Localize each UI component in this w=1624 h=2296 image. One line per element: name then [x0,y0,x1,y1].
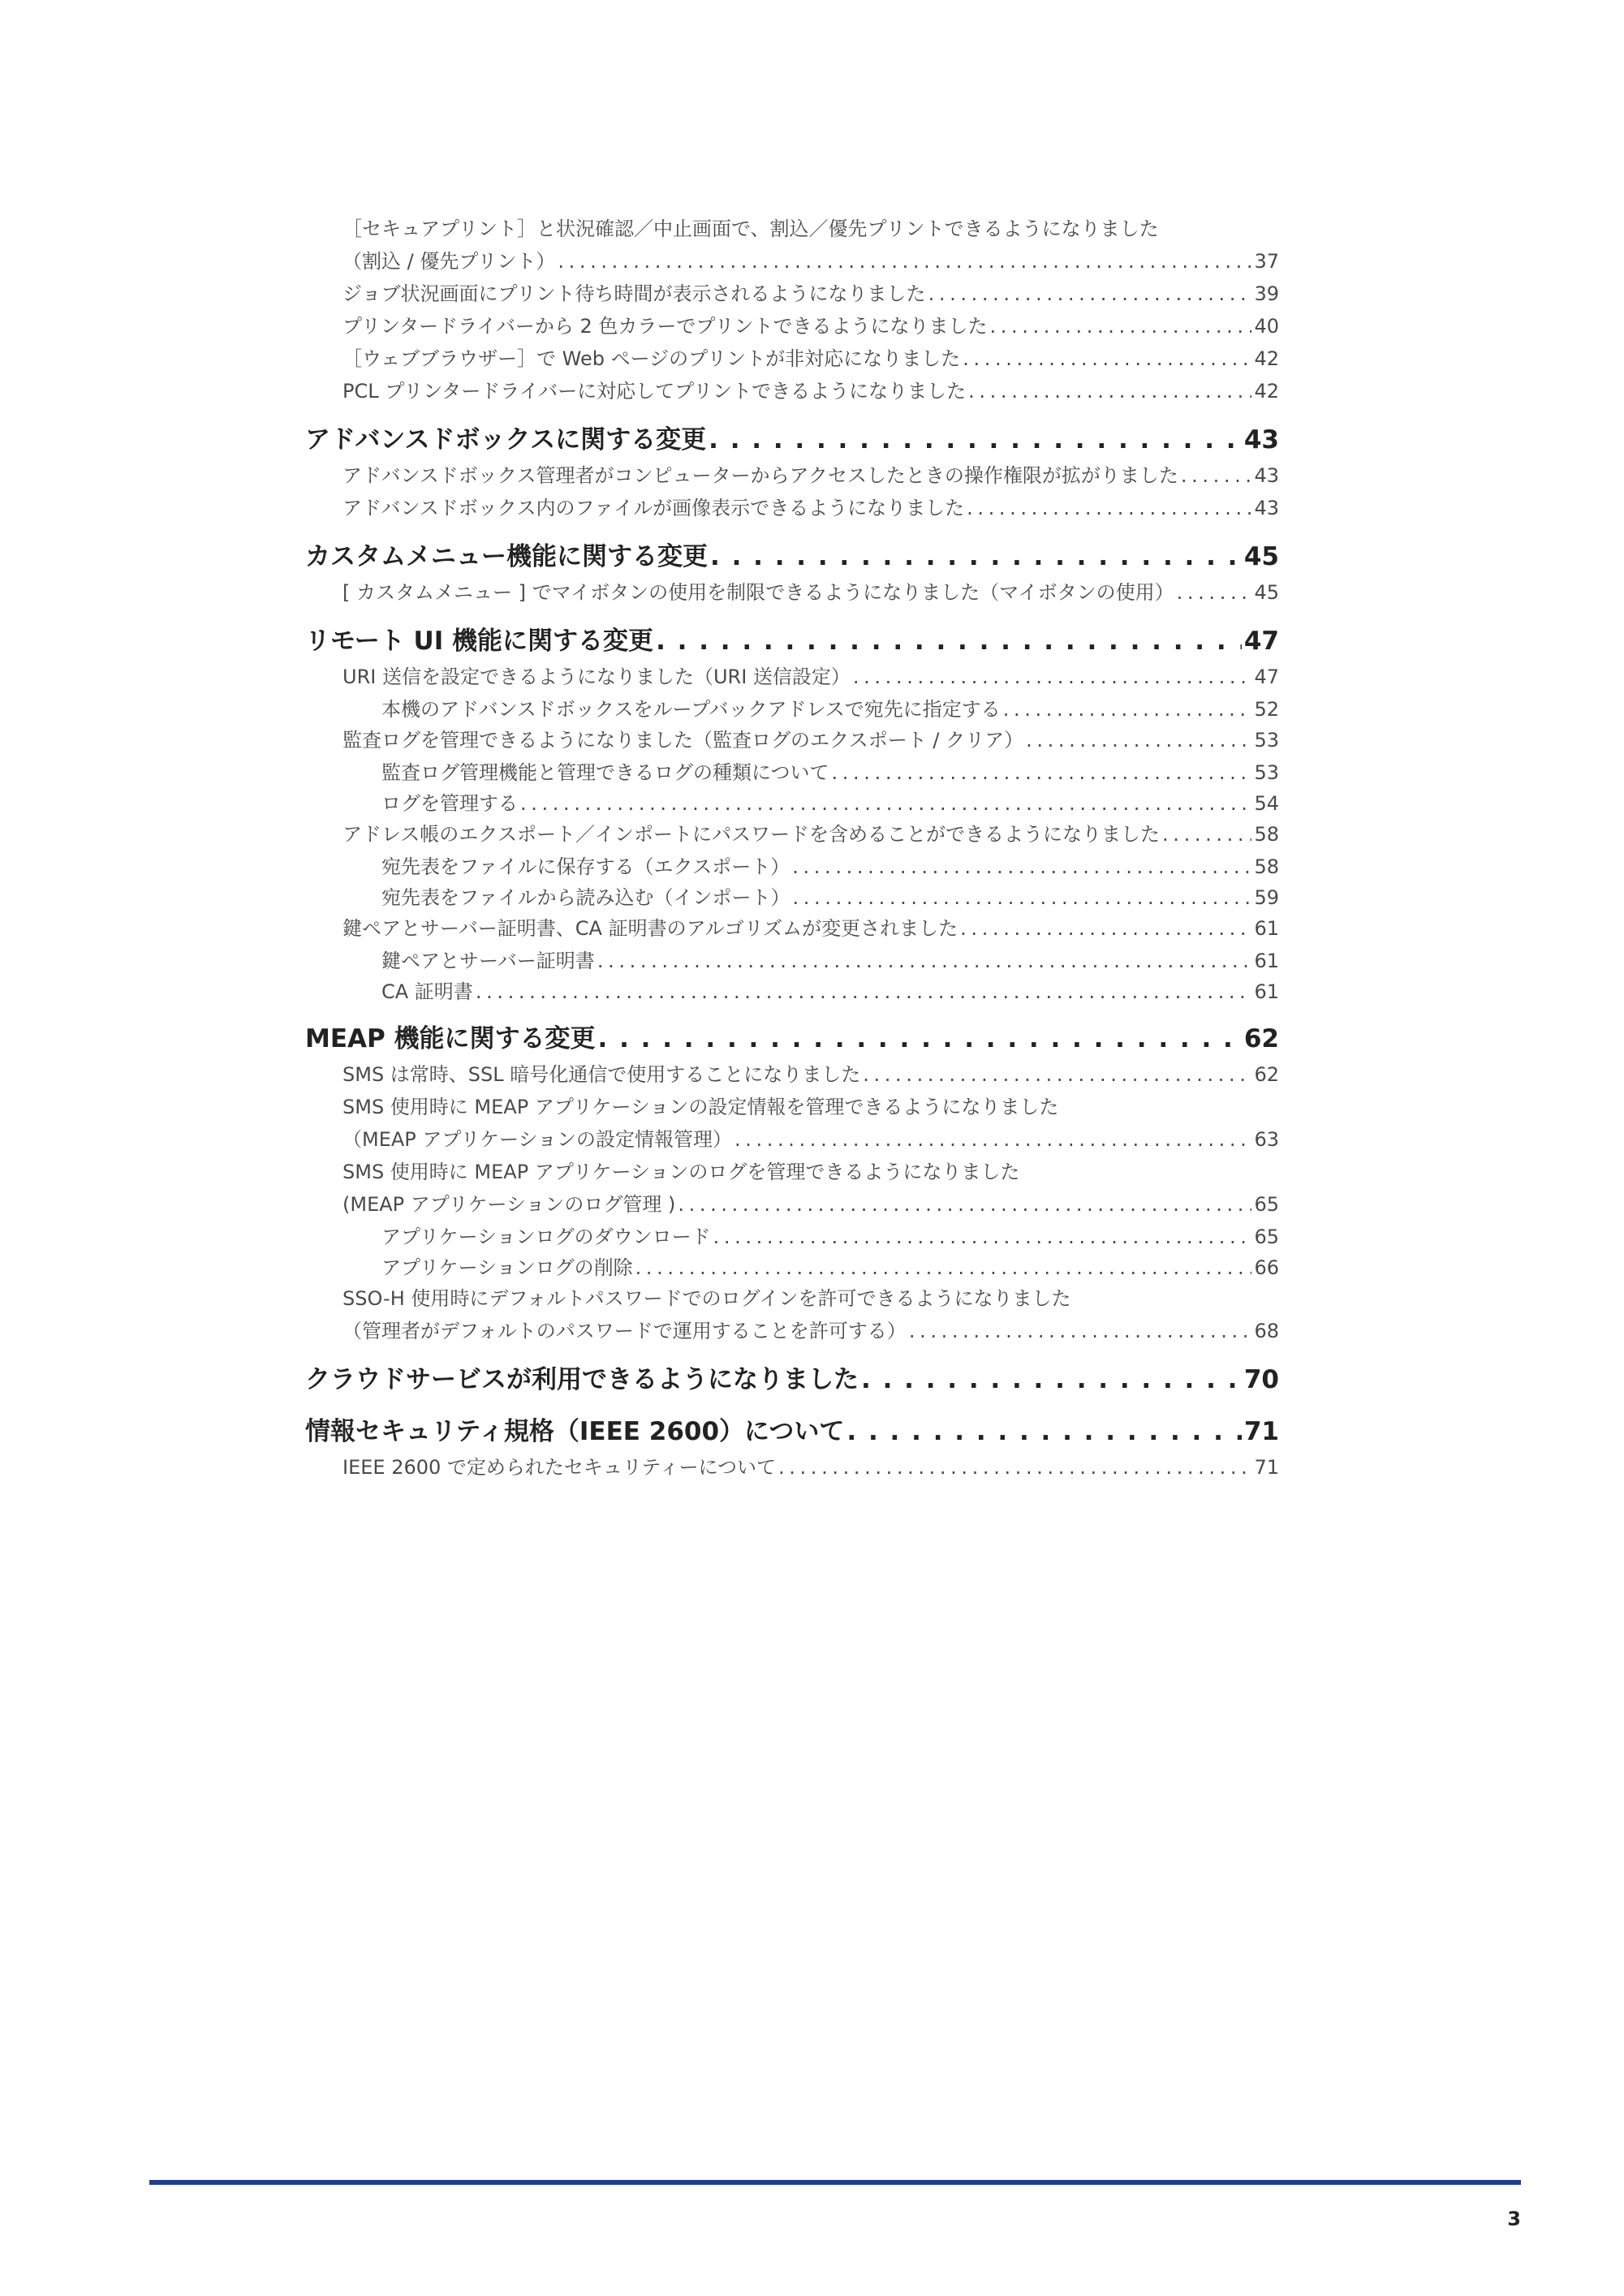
dot-leader [968,380,1251,403]
toc-page-number: 47 [1254,666,1279,688]
toc-entry-title: 監査ログ管理機能と管理できるログの種類について [381,761,829,784]
dot-leader [678,1193,1251,1216]
toc-page-number: 43 [1243,425,1279,454]
dot-leader [792,855,1251,878]
toc-page-number: 66 [1254,1256,1279,1279]
toc-entry[interactable] [305,818,1279,851]
toc-page-number: 61 [1254,950,1279,972]
toc-entry-title: SMS 使用時に MEAP アプリケーションの設定情報を管理できるようになりました [342,1096,1059,1118]
dot-leader [709,425,1242,454]
toc-entry[interactable] [305,1091,1279,1123]
toc-entry-title: アプリケーションログのダウンロード [381,1226,711,1248]
toc-page-number: 37 [1254,250,1279,273]
dot-leader [734,1128,1251,1151]
dot-leader [909,1320,1252,1342]
toc-subentry[interactable] [305,787,1279,818]
dot-leader [1177,581,1252,604]
toc-entry-title: ジョブ状況画面にプリント待ち時間が表示されるようになりました [342,282,926,305]
toc-page-number: 62 [1243,1024,1279,1053]
toc-page-number: 59 [1254,886,1279,909]
toc-entry[interactable] [305,459,1279,492]
toc-subentry[interactable] [305,1251,1279,1282]
dot-leader [928,282,1252,305]
toc-page-number: 43 [1254,464,1279,487]
toc-section-heading[interactable] [305,1018,1279,1058]
toc-entry-title: SMS 使用時に MEAP アプリケーションのログを管理できるようになりました [342,1161,1020,1183]
toc-entry[interactable] [305,310,1279,342]
toc-page-number: 65 [1254,1193,1279,1216]
toc-entry-title: クラウドサービスが利用できるようになりました [305,1365,859,1394]
toc-page-number: 42 [1254,380,1279,403]
toc-page-number: 54 [1254,792,1279,815]
toc-entry[interactable] [305,912,1279,945]
dot-leader [710,542,1242,571]
toc-entry[interactable] [305,278,1279,310]
toc-entry-title: 本機のアドバンスドボックスをループバックアドレスで宛先に指定する [381,698,1001,721]
toc-entry-title: 鍵ペアとサーバー証明書、CA 証明書のアルゴリズムが変更されました [342,917,958,940]
toc-page-number: 71 [1243,1417,1279,1446]
dot-leader [967,497,1251,519]
toc-page-number: 53 [1254,729,1279,752]
dot-leader [863,1063,1251,1086]
toc-entry-title: アドレス帳のエクスポート／インポートにパスワードを含めることができるようになりました [342,823,1161,846]
dot-leader [846,1417,1241,1446]
toc-entry[interactable] [305,1123,1279,1156]
toc-entry[interactable] [305,1282,1279,1315]
toc-entry[interactable] [305,724,1279,756]
toc-page-number: 58 [1254,823,1279,846]
dot-leader [778,1456,1251,1479]
toc-page-number: 45 [1254,581,1279,604]
toc-page-number: 47 [1243,627,1279,656]
dot-leader [853,666,1252,688]
toc-entry-title: SMS は常時、SSL 暗号化通信で使用することになりました [342,1063,861,1086]
dot-leader [635,1256,1252,1279]
dot-leader [1003,698,1252,721]
toc-subentry[interactable] [305,756,1279,787]
footer-rule [149,2180,1521,2185]
toc-subentry[interactable] [305,976,1279,1006]
toc-subentry[interactable] [305,945,1279,976]
dot-leader [1026,729,1251,752]
toc-entry-title: 宛先表をファイルから読み込む（インポート） [381,886,790,909]
toc-entry[interactable] [305,1451,1279,1484]
toc-entry[interactable] [305,492,1279,524]
toc-entry-title: (MEAP アプリケーションのログ管理 ) [342,1193,676,1216]
dot-leader [861,1365,1242,1394]
toc-entry-title: （割込 / 優先プリント） [342,250,556,273]
dot-leader [558,250,1251,273]
toc-entry[interactable] [305,375,1279,407]
toc-entry[interactable] [305,1315,1279,1347]
dot-leader [832,761,1252,784]
toc-entry-title: ［セキュアプリント］と状況確認／中止画面で、割込／優先プリントできるようになりました [342,218,1159,240]
toc-entry-title: SSO-H 使用時にデフォルトパスワードでのログインを許可できるようになりました [342,1287,1071,1310]
toc-page-number: 58 [1254,855,1279,878]
toc-page-number: 53 [1254,761,1279,784]
toc-entry-title: 監査ログを管理できるようになりました（監査ログのエクスポート / クリア） [342,729,1024,752]
toc-entry-title: （管理者がデフォルトのパスワードで運用することを許可する） [342,1320,907,1342]
toc-entry-title: アドバンスドボックスに関する変更 [305,425,707,454]
toc-entry-title: アドバンスドボックス管理者がコンピューターからアクセスしたときの操作権限が拡がりました [342,464,1178,487]
toc-page-number: 39 [1254,282,1279,305]
toc-entry-title: （MEAP アプリケーションの設定情報管理） [342,1128,732,1151]
dot-leader [656,627,1242,656]
toc-page-number: 68 [1254,1320,1279,1342]
toc-entry-title: 情報セキュリティ規格（IEEE 2600）について [305,1417,845,1446]
toc-entry-title: アプリケーションログの削除 [381,1256,633,1279]
toc-entry-title: カスタムメニュー機能に関する変更 [305,542,708,571]
toc-entry[interactable] [305,245,1279,278]
dot-leader [713,1226,1252,1248]
toc-entry[interactable] [305,1058,1279,1091]
toc-entry-title: ［ウェブブラウザー］で Web ページのプリントが非対応になりました [342,347,961,370]
toc-entry-title: プリンタードライバーから 2 色カラーでプリントできるようになりました [342,315,988,338]
toc-page-number: 61 [1254,917,1279,940]
toc-entry-title: リモート UI 機能に関する変更 [305,627,654,656]
toc-section-heading[interactable] [305,1411,1279,1451]
toc-section-heading[interactable] [305,620,1279,661]
toc-entry-title: 鍵ペアとサーバー証明書 [381,950,595,972]
toc-entry-title: アドバンスドボックス内のファイルが画像表示できるようになりました [342,497,965,519]
toc-page-number: 45 [1243,542,1279,571]
toc-page-number: 70 [1243,1365,1279,1394]
dot-leader [1181,464,1252,487]
toc-entry-title: PCL プリンタードライバーに対応してプリントできるようになりました [342,380,967,403]
toc-entry-title: ログを管理する [381,792,518,815]
page-number: 3 [1507,2208,1521,2230]
toc-entry-title: MEAP 機能に関する変更 [305,1024,596,1053]
dot-leader [597,950,1252,972]
toc-entry[interactable] [305,342,1279,375]
table-of-contents [305,213,1279,1484]
dot-leader [520,792,1251,815]
toc-page-number: 42 [1254,347,1279,370]
toc-entry[interactable] [305,1156,1279,1188]
toc-entry-title: URI 送信を設定できるようになりました（URI 送信設定） [342,666,851,688]
toc-entry[interactable] [305,576,1279,609]
toc-page-number: 43 [1254,497,1279,519]
dot-leader [476,980,1252,1003]
toc-page-number: 65 [1254,1226,1279,1248]
toc-entry-title: 宛先表をファイルに保存する（エクスポート） [381,855,790,878]
dot-leader [598,1024,1242,1053]
toc-subentry[interactable] [305,851,1279,881]
toc-page-number: 52 [1254,698,1279,721]
toc-entry-title: [ カスタムメニュー ] でマイボタンの使用を制限できるようになりました（マイボタンの使用） [342,581,1174,604]
toc-page-number: 62 [1254,1063,1279,1086]
toc-entry[interactable] [305,661,1279,693]
toc-subentry[interactable] [305,881,1279,912]
dot-leader [989,315,1251,338]
toc-entry[interactable] [305,213,1279,245]
toc-section-heading[interactable] [305,1359,1279,1399]
toc-section-heading[interactable] [305,536,1279,576]
toc-page-number: 63 [1254,1128,1279,1151]
toc-entry-title: CA 証明書 [381,980,473,1003]
toc-page-number: 61 [1254,980,1279,1003]
dot-leader [960,917,1251,940]
toc-entry[interactable] [305,1188,1279,1221]
toc-subentry[interactable] [305,1221,1279,1251]
toc-section-heading[interactable] [305,419,1279,459]
dot-leader [793,886,1252,909]
toc-page-number: 71 [1254,1456,1279,1479]
dot-leader [1162,823,1251,846]
toc-subentry[interactable] [305,693,1279,724]
toc-entry-title: IEEE 2600 で定められたセキュリティーについて [342,1456,777,1479]
dot-leader [963,347,1251,370]
toc-page-number: 40 [1254,315,1279,338]
